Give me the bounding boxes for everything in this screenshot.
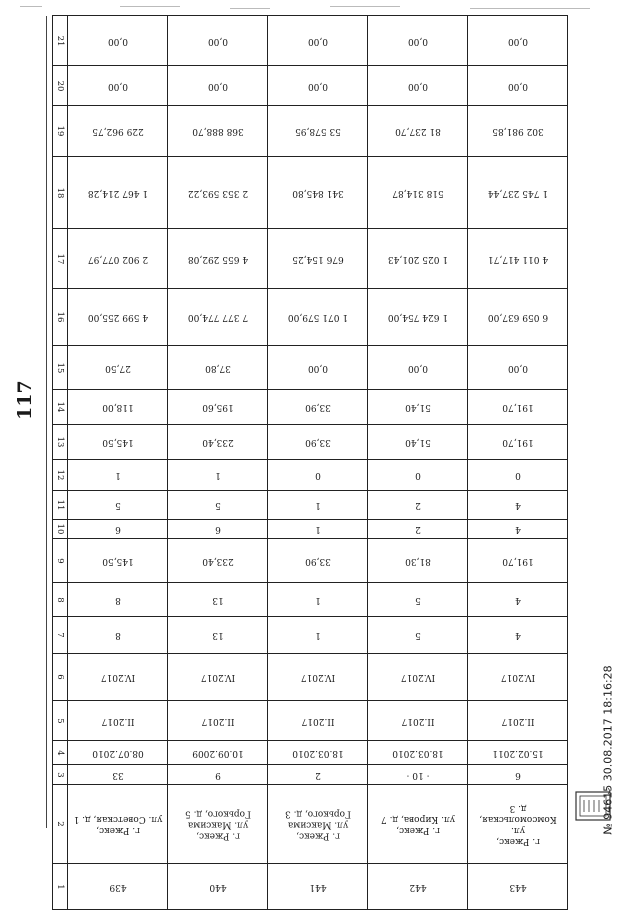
table-cell: 1 467 214,28 [68,157,168,229]
table-cell: 37,80 [168,346,268,390]
table-cell: 118,00 [68,390,168,425]
table-cell: 0,00 [468,66,568,106]
table-cell: 2 [268,765,368,785]
table-row [53,289,568,346]
table-cell: 440 [168,864,268,910]
column-number-cell: 13 [53,425,68,460]
column-number-cell: 8 [53,583,68,617]
table-cell: 0,00 [368,346,468,390]
table-cell: 1 [268,520,368,539]
table-cell: 442 [368,864,468,910]
table-row [53,16,568,66]
table-cell: 27,50 [68,346,168,390]
table-row [53,539,568,583]
column-number-cell: 15 [53,346,68,390]
table-cell: 191,70 [468,390,568,425]
table-cell: 0,00 [168,66,268,106]
table-cell: 2 [368,491,468,520]
table-cell: 33,90 [268,390,368,425]
table-cell: 6 [68,520,168,539]
table-cell: 33,90 [268,425,368,460]
table-cell: 0 [268,460,368,491]
table-row [53,701,568,741]
table-cell: 8 [68,617,168,654]
scan-noise-line [20,6,42,7]
table-cell: II.2017 [468,701,568,741]
table-cell: 0,00 [168,16,268,66]
table-cell: 33,90 [268,539,368,583]
table-cell: 4 [468,520,568,539]
table-row [53,460,568,491]
column-number-cell: 3 [53,765,68,785]
registration-stamp-text: № 94615 30.08.2017 18:16:28 [601,665,615,835]
table-cell: 4 [468,583,568,617]
registration-stamp [591,630,625,870]
table-row [53,864,568,910]
table-cell: II.2017 [168,701,268,741]
table-cell: 13 [168,617,268,654]
table-row [53,520,568,539]
table-cell: 6 059 637,00 [468,289,568,346]
table-cell: 1 [68,460,168,491]
table-cell: 0 [368,460,468,491]
table-cell: 443 [468,864,568,910]
table-cell: 33 [68,765,168,785]
table-cell: 2 902 077,97 [68,229,168,289]
table-cell: 229 962,75 [68,106,168,157]
table-cell: 368 888,70 [168,106,268,157]
notary-seal-icon [570,784,614,826]
table-row [53,491,568,520]
table-cell: IV.2017 [468,654,568,701]
page-number: 117 [14,380,36,420]
table-row [53,106,568,157]
table-cell: 1 [268,583,368,617]
column-number-cell: 4 [53,741,68,765]
table-cell: 1 745 237,44 [468,157,568,229]
table-cell: 0,00 [268,66,368,106]
table-row [53,425,568,460]
scan-noise-line [330,6,400,7]
table-cell: 145,50 [68,539,168,583]
column-number-cell: 2 [53,785,68,864]
column-number-cell: 11 [53,491,68,520]
table-cell: 0,00 [468,346,568,390]
table-row [53,765,568,785]
table-cell: 0,00 [68,66,168,106]
column-number-cell: 6 [53,654,68,701]
table-cell: 7 377 774,00 [168,289,268,346]
table-cell: 2 [368,520,468,539]
table-cell: IV.2017 [68,654,168,701]
data-table [52,15,568,910]
table-cell: 18.03.2010 [368,741,468,765]
table-cell: 676 154,25 [268,229,368,289]
table-cell: 81,30 [368,539,468,583]
table-cell: II.2017 [68,701,168,741]
table-cell: 441 [268,864,368,910]
table-cell: 0,00 [468,16,568,66]
document-table-area [52,15,568,892]
table-cell: 8 [68,583,168,617]
table-cell: 0,00 [68,16,168,66]
table-cell: 0,00 [268,346,368,390]
table-cell: 4 655 292,08 [168,229,268,289]
scan-noise-line [230,8,270,9]
table-cell: 518 314,87 [368,157,468,229]
table-cell: II.2017 [368,701,468,741]
column-number-cell: 12 [53,460,68,491]
table-row [53,346,568,390]
table-cell: 5 [368,583,468,617]
table-cell: 1 624 754,00 [368,289,468,346]
address-cell: г. Ржекс, ул. Максима Горького, д. 5 [168,785,268,864]
column-number-cell: 1 [53,864,68,910]
table-cell: 51,40 [368,425,468,460]
table-cell: 5 [68,491,168,520]
column-number-cell: 21 [53,16,68,66]
table-row [53,654,568,701]
table-cell: 53 578,95 [268,106,368,157]
table-cell: 1 071 579,00 [268,289,368,346]
table-cell: 302 981,85 [468,106,568,157]
table-cell: 5 [168,491,268,520]
table-cell: 0,00 [368,66,468,106]
table-row [53,785,568,864]
address-cell: г. Ржекс, ул. Комсомольская, д. 3 [468,785,568,864]
column-number-cell: 14 [53,390,68,425]
table-cell: 4 011 417,71 [468,229,568,289]
table-row [53,617,568,654]
table-cell: 1 025 201,43 [368,229,468,289]
table-cell: 1 [268,491,368,520]
table-row [53,583,568,617]
table-cell: 439 [68,864,168,910]
column-number-cell: 17 [53,229,68,289]
table-cell: · 10 · [368,765,468,785]
table-cell: 191,70 [468,425,568,460]
column-number-cell: 9 [53,539,68,583]
table-cell: 0,00 [268,16,368,66]
column-number-cell: 20 [53,66,68,106]
table-cell: 9 [168,765,268,785]
table-cell: 4 599 255,00 [68,289,168,346]
table-cell: 5 [368,617,468,654]
table-cell: 233,40 [168,425,268,460]
table-cell: 233,40 [168,539,268,583]
table-row [53,157,568,229]
address-cell: г. Ржекс, ул. Максима Горького, д. 3 [268,785,368,864]
table-cell: II.2017 [268,701,368,741]
table-row [53,390,568,425]
table-cell: 6 [168,520,268,539]
table-cell: 18.03.2010 [268,741,368,765]
table-cell: 1 [268,617,368,654]
table-cell: IV.2017 [168,654,268,701]
column-number-cell: 10 [53,520,68,539]
scan-noise-line [470,8,590,9]
table-cell: 341 845,80 [268,157,368,229]
column-number-cell: 19 [53,106,68,157]
table-row [53,66,568,106]
table-cell: 15.02.2011 [468,741,568,765]
table-cell: 4 [468,491,568,520]
column-number-cell: 16 [53,289,68,346]
table-cell: 4 [468,617,568,654]
column-number-cell: 18 [53,157,68,229]
scan-noise-line [120,6,180,7]
column-number-cell: 5 [53,701,68,741]
address-cell: г. Ржекс, ул. Кирова, д. 7 [368,785,468,864]
table-cell: 08.07.2010 [68,741,168,765]
table-cell: 13 [168,583,268,617]
table-cell: 145,50 [68,425,168,460]
table-cell: 6 [468,765,568,785]
address-cell: г. Ржекс, ул. Советская, д. 1 [68,785,168,864]
table-cell: 2 353 593,22 [168,157,268,229]
table-cell: IV.2017 [268,654,368,701]
table-row [53,229,568,289]
table-cell: 195,60 [168,390,268,425]
table-cell: 81 237,70 [368,106,468,157]
table-cell: IV.2017 [368,654,468,701]
table-cell: 1 [168,460,268,491]
table-cell: 0 [468,460,568,491]
table-cell: 10.09.2009 [168,741,268,765]
column-number-cell: 7 [53,617,68,654]
table-cell: 0,00 [368,16,468,66]
table-row [53,741,568,765]
table-cell: 191,70 [468,539,568,583]
table-cell: 51,40 [368,390,468,425]
